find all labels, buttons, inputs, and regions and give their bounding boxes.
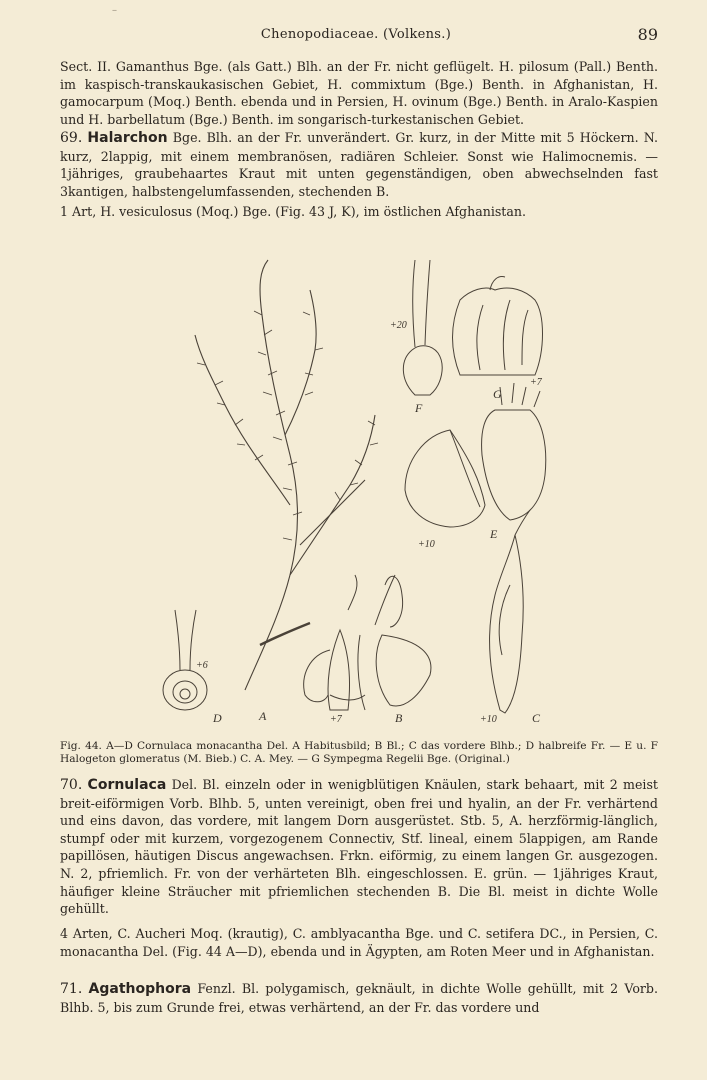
section-gamanthus-text: Sect. II. Gamanthus Bge. (als Gatt.) Blh. an der Fr. nicht geflügelt. H. pilosum (Pall.) Benth. im kaspisch-transkaukasischen Gebiet, H. commixtum (Bge.) Benth. in Afghanistan, H. gamocarpum (Moq.) Benth. ebenda und in Persien, H. ovinum (Bge.) Benth. in Aralo-Kaspien und H. barbellatum (Bge.) Benth. im songarisch-turkestanischen Gebiet. [60,59,658,127]
genus-70-number: 70. [60,777,83,793]
figure-label-d: D [213,711,222,725]
margin-mark: – [112,5,117,16]
genus-69-name: Halarchon [87,130,168,146]
scale-d: +6 [196,660,208,671]
figure-label-b: B [395,711,403,725]
scale-c: +10 [480,714,497,725]
genus-69-text: Bge. Blh. an der Fr. unverändert. Gr. kurz, in der Mitte mit 5 Höckern. N. kurz, 2lappig, mit einem membranösen, radiären Schleier. Sonst wie Halimocnemis. — 1jähriges, graubehaartes Kraut mit unten gegenständigen, oben abwechselnden fast 3kantigen, halbstengelumfassenden, stechenden B. [60,130,658,199]
section-gamanthus-paragraph [60,58,658,128]
habit-drawing-a [195,260,378,690]
figure-caption-text: Fig. 44. A—D Cornulaca monacantha Del. A Habitusbild; B Bl.; C das vordere Blhb.; D halbreife Fr. — E u. F Halogeton glomeratus (M. Bieb.) C. A. Mey. — G Sympegma Regelii Bge. (Original.) [60,740,658,765]
scale-b: +7 [330,714,342,725]
figure-label-e: E [490,527,498,541]
scale-g: +7 [530,377,542,388]
genus-71-text: Fenzl. Bl. polygamisch, geknäult, in dichte Wolle gehüllt, mit 2 Vorb. Blhb. 5, bis zum Grunde frei, etwas verhärtend, an der Fr. das vordere und [60,981,658,1015]
genus-70-name: Cornulaca [87,777,167,793]
flower-drawing-g [453,277,543,375]
genus-71-name: Agathophora [88,981,192,997]
botanical-figure [150,255,555,725]
flower-drawing-f [403,260,442,395]
page-header [54,27,658,49]
figure-label-a: A [259,709,267,723]
figure-label-f: F [415,401,423,415]
flower-drawing-b [304,575,431,710]
genus-71-paragraph [60,980,658,1016]
genus-69-paragraph [60,129,658,200]
figure-caption [60,740,658,766]
genus-70-text: Del. Bl. einzeln oder in wenigblütigen Knäulen, stark behaart, mit 2 meist breit-eiförmigen Vorb. Blhb. 5, unten vereinigt, oben frei und hyalin, an der Fr. verhärtend und eins davon, das vordere, mit langem Dorn ausgerüstet. Stb. 5, A. herzförmig-länglich, stumpf oder mit kurzem, vorgezogenem Connectiv, Stf. lineal, einem 5lappigen, am Rande papillösen, häutigen Discus angewachsen. Frkn. eiförmig, zu einem langen Gr. ausgezogen. N. 2, pfriemlich. Fr. von der verhärteten Blh. eingeschlossen. E. grün. — 1jähriges Kraut, häufiger kleine Sträucher mit pfriemlichen stechenden B. Die Bl. meist in dichte Wolle gehüllt. [60,777,658,917]
genus-70-paragraph [60,776,658,918]
genus-70-species-text: 4 Arten, C. Aucheri Moq. (krautig), C. amblyacantha Bge. und C. setifera DC., in Persien, C. monacantha Del. (Fig. 44 A—D), ebenda und in Ägypten, am Roten Meer und in Afghanistan. [60,926,658,959]
figure-label-g: G [493,387,502,401]
page-number: 89 [637,25,658,44]
genus-69-species-text: 1 Art, H. vesiculosus (Moq.) Bge. (Fig. 43 J, K), im östlichen Afghanistan. [60,204,526,219]
genus-69-number: 69. [60,130,83,146]
running-title: Chenopodiaceae. (Volkens.) [260,27,452,42]
fruit-drawing-e [405,383,546,527]
scale-e: +10 [418,539,435,550]
figure-label-c: C [532,711,541,725]
genus-71-number: 71. [60,981,83,997]
scale-f: +20 [390,320,407,331]
genus-70-species [60,925,658,960]
genus-69-species [60,203,658,221]
